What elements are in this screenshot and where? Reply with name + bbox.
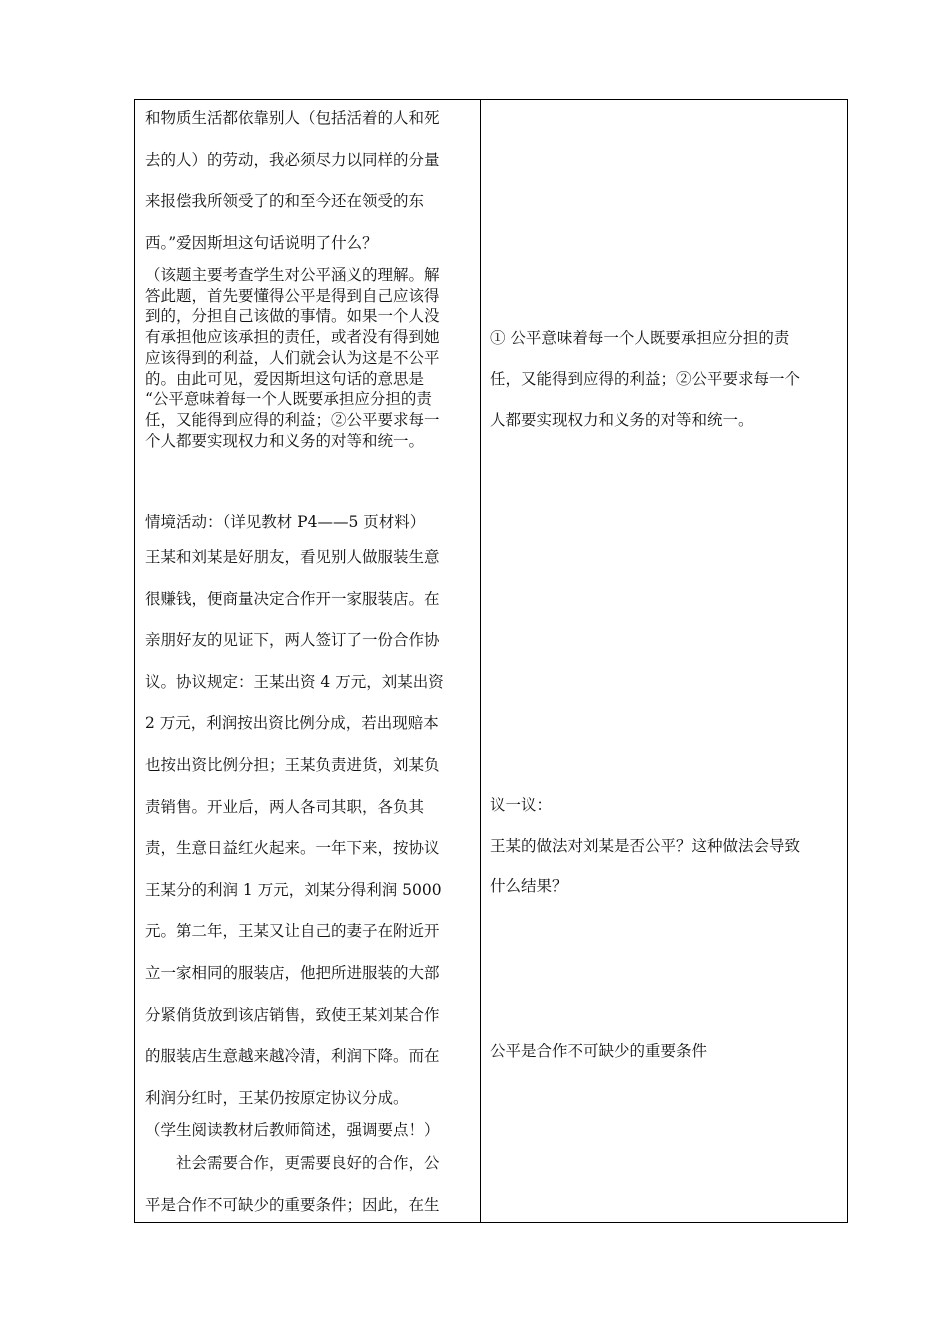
conclusion-block [490,1041,840,1061]
text-line: 社会需要合作，更需要良好的合作，公 [145,1154,440,1172]
activity-heading: 情境活动：（详见教材 P4——5 页材料） [145,513,426,531]
summary-paragraph [145,1143,470,1226]
teacher-note-block [145,1120,470,1140]
lesson-table [134,99,848,1223]
text-line: 和物质生活都依靠别人（包括活着的人和死 [145,109,440,127]
text-line: 利润分红时，王某仍按原定协议分成。 [145,1088,409,1107]
text-line: ① 公平意味着每一个人既要承担应分担的责 [490,329,790,347]
text-line: 答此题，首先要懂得公平是得到自己应该得 [145,286,440,305]
text-line: 责销售。开业后，两人各司其职，各负其 [145,797,425,816]
text-line: （该题主要考查学生对公平涵义的理解。解 [145,266,440,284]
text-line: 王某的做法对刘某是否公平？这种做法会导致 [490,836,801,855]
text-line: 亲朋好友的见证下，两人签订了一份合作协 [145,631,440,650]
text-line: 元。第二年，王某又让自己的妻子在附近开 [145,922,440,941]
text-line: 的。由此可见，爱因斯坦这句话的意思是 [145,369,425,388]
text-line: 有承担他应该承担的责任，或者没有得到她 [145,328,440,347]
text-line: 任，又能得到应得的利益；②公平要求每一 [145,410,440,429]
column-divider [480,100,481,1222]
text-line: 王某和刘某是好朋友，看见别人做服装生意 [145,548,440,566]
text-line: 立一家相同的服装店，他把所进服装的大部 [145,963,440,982]
teacher-note: （学生阅读教材后教师简述，强调要点！） [145,1121,440,1139]
text-line: 责，生意日益红火起来。一年下来，按协议 [145,839,440,858]
discussion-block [490,785,840,907]
text-line: 平是合作不可缺少的重要条件；因此，在生 [145,1195,440,1214]
text-line: 议。协议规定：王某出资 4 万元，刘某出资 [145,672,444,691]
text-line: 很赚钱，便商量决定合作开一家服装店。在 [145,589,440,608]
text-line: 西。”爱因斯坦这句话说明了什么？ [145,233,378,252]
text-line: 分紧俏货放到该店销售，致使王某刘某合作 [145,1005,440,1024]
discussion-heading: 议一议： [490,796,553,814]
text-line: 人都要实现权力和义务的对等和统一。 [490,411,754,429]
text-line: “公平意味着每一个人既要承担应分担的责 [145,390,432,409]
conclusion-text: 公平是合作不可缺少的重要条件 [490,1042,708,1060]
text-line: 任，又能得到应得的利益；②公平要求每一个 [490,370,801,388]
analysis-paragraph [145,265,470,451]
text-line: 也按出资比例分担；王某负责进货，刘某负 [145,755,440,774]
text-line: 到的，分担自己该做的事情。如果一个人没 [145,307,440,326]
activity-heading-block [145,512,470,532]
text-line: 王某分的利润 1 万元，刘某分得利润 5000 [145,880,442,899]
text-line: 去的人）的劳动，我必须尽力以同样的分量 [145,150,440,169]
answer-paragraph [490,318,840,441]
text-line: 来报偿我所领受了的和至今还在领受的东 [145,192,425,211]
story-paragraph [145,537,470,1119]
text-line: 应该得到的利益，人们就会认为这是不公平 [145,348,440,367]
text-line: 个人都要实现权力和义务的对等和统一。 [145,431,425,450]
text-line: 2 万元，利润按出资比例分成，若出现赔本 [145,714,439,733]
text-line: 的服装店生意越来越冷清，利润下降。而在 [145,1047,440,1066]
text-line: 什么结果？ [490,877,568,895]
quote-paragraph [145,98,470,264]
